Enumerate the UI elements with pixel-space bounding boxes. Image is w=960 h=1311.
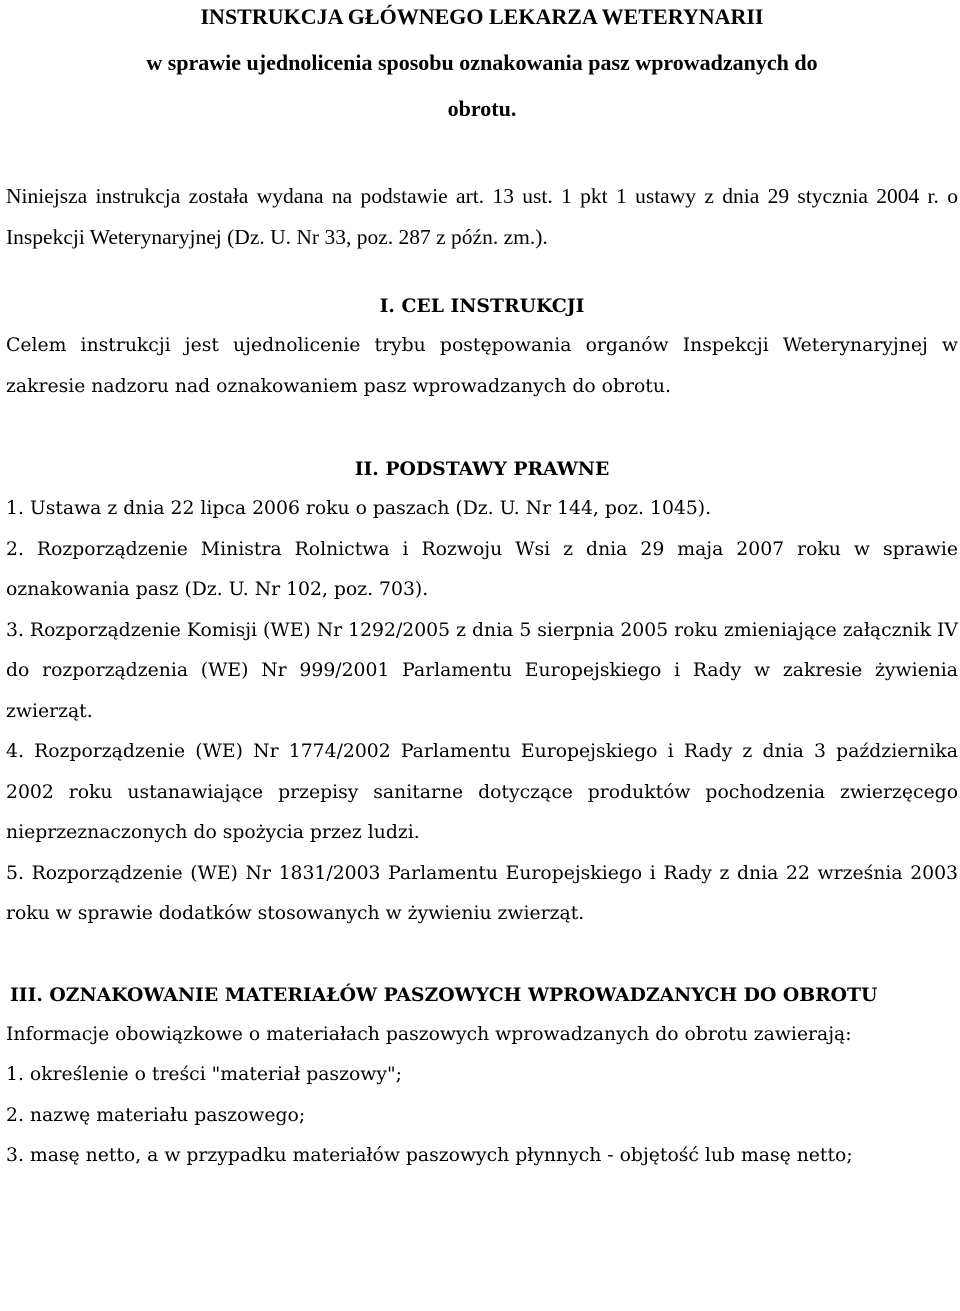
section-heading-purpose: I. CEL INSTRUKCJI (379, 295, 585, 317)
legal-basis-item: 5. Rozporządzenie (WE) Nr 1831/2003 Parlamentu Europejskiego i Rady z dnia 22 września 2003 roku w sprawie dodatków stosowanych w żywieniu zwierząt. (6, 862, 958, 924)
legal-basis-item: 4. Rozporządzenie (WE) Nr 1774/2002 Parlamentu Europejskiego i Rady z dnia 3 października 2002 roku ustanawiające przepisy sanitarne dotyczące produktów pochodzenia zwierzęcego nieprzeznaczonych do spożycia przez ludzi. (6, 741, 958, 843)
document-page (6, 0, 958, 1177)
document-title-line-3: obrotu. (447, 96, 517, 121)
document-title-line-2: w sprawie ujednolicenia sposobu oznakowania pasz wprowadzanych do (146, 50, 818, 75)
section-heading-labeling: III. OZNAKOWANIE MATERIAŁÓW PASZOWYCH WPROWADZANYCH DO OBROTU (10, 983, 878, 1006)
labeling-item: 1. określenie o treści "materiał paszowy"; (6, 1064, 402, 1085)
section-heading-legal-basis: II. PODSTAWY PRAWNE (354, 458, 610, 480)
intro-paragraph: Niniejsza instrukcja została wydana na podstawie art. 13 ust. 1 pkt 1 ustawy z dnia 29 stycznia 2004 r. o Inspekcji Weterynaryjnej (Dz. U. Nr 33, poz. 287 z późn. zm.). (6, 184, 958, 249)
legal-basis-item: 2. Rozporządzenie Ministra Rolnictwa i Rozwoju Wsi z dnia 29 maja 2007 roku w sprawie oznakowania pasz (Dz. U. Nr 102, poz. 703). (6, 538, 958, 600)
section-labeling-intro: Informacje obowiązkowe o materiałach paszowych wprowadzanych do obrotu zawierają: (6, 1023, 852, 1045)
document-title-line-1: INSTRUKCJA GŁÓWNEGO LEKARZA WETERYNARII (200, 4, 764, 29)
legal-basis-item: 3. Rozporządzenie Komisji (WE) Nr 1292/2005 z dnia 5 sierpnia 2005 roku zmieniające załącznik IV do rozporządzenia (WE) Nr 999/2001 Parlamentu Europejskiego i Rady w zakresie żywienia zwierząt. (6, 619, 958, 722)
section-purpose-text: Celem instrukcji jest ujednolicenie trybu postępowania organów Inspekcji Weterynaryjnej w zakresie nadzoru nad oznakowaniem pasz wprowadzanych do obrotu. (6, 335, 958, 397)
labeling-item: 3. masę netto, a w przypadku materiałów paszowych płynnych - objętość lub masę netto; (6, 1145, 853, 1166)
labeling-item: 2. nazwę materiału paszowego; (6, 1104, 306, 1126)
legal-basis-item: 1. Ustawa z dnia 22 lipca 2006 roku o paszach (Dz. U. Nr 144, poz. 1045). (6, 498, 712, 519)
